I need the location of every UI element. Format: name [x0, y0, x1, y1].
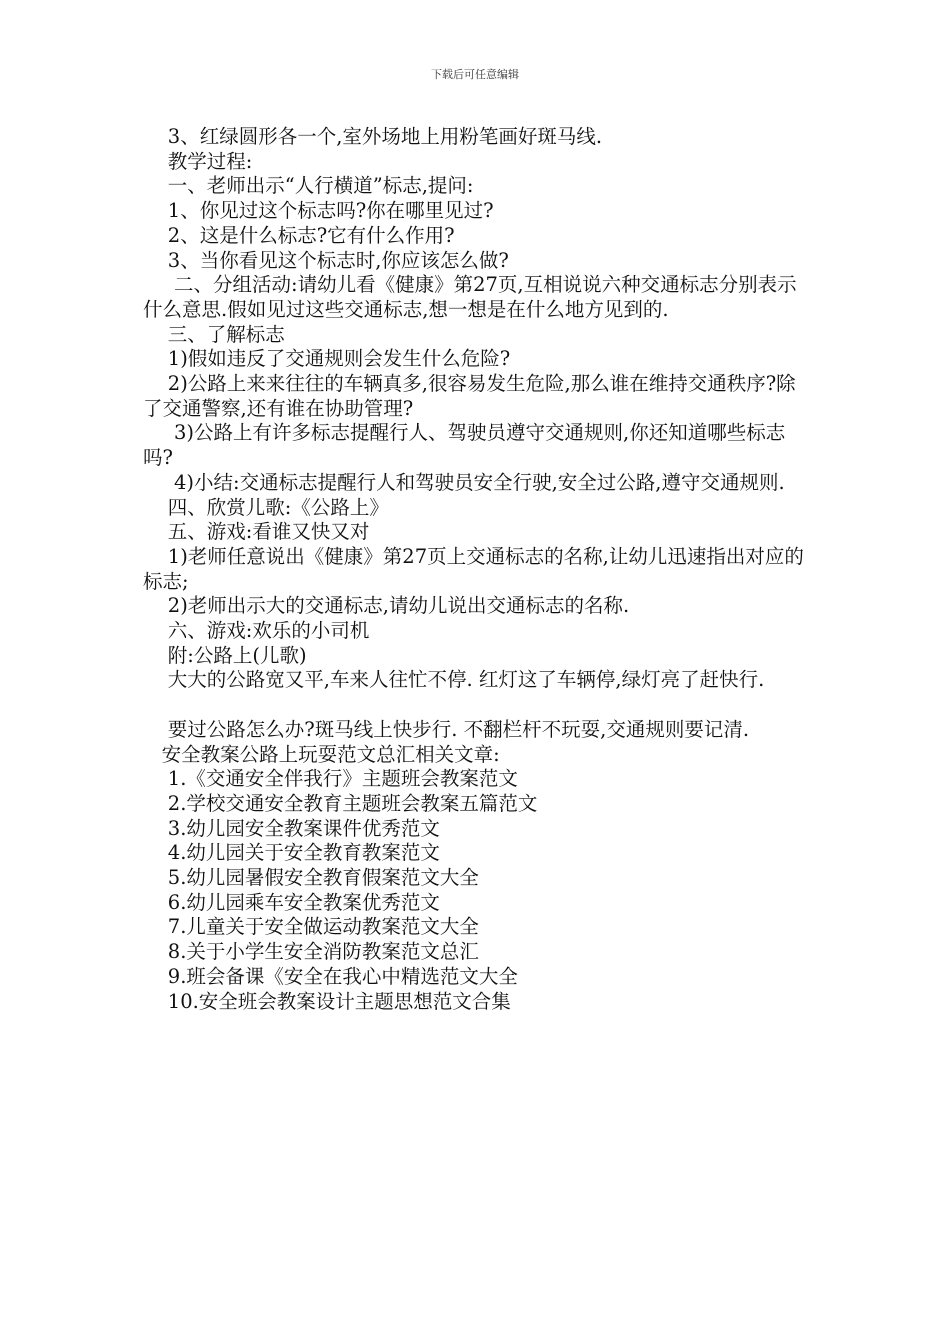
page-header: 下载后可任意编辑 [431, 68, 519, 81]
paragraph: 教学过程: [143, 149, 253, 173]
paragraph: 二、分组活动:请幼儿看《健康》第27页,互相说说六种交通标志分别表示什么意思.假如见过这些交通标志,想一想是在什么地方见到的. [143, 273, 797, 321]
paragraph: 1)假如违反了交通规则会发生什么危险? [143, 347, 511, 371]
related-article-item[interactable]: 3.幼儿园安全教案课件优秀范文 [143, 816, 440, 840]
paragraph: 2)公路上来来往往的车辆真多,很容易发生危险,那么谁在维持交通秩序?除了交通警察,还有谁在协助管理? [143, 372, 796, 420]
paragraph: 2、这是什么标志?它有什么作用? [143, 223, 455, 247]
related-article-item[interactable]: 8.关于小学生安全消防教案范文总汇 [143, 940, 479, 964]
related-article-item[interactable]: 2.学校交通安全教育主题班会教案五篇范文 [143, 791, 538, 815]
paragraph: 一、老师出示“人行横道”标志,提问: [143, 174, 474, 198]
related-articles-heading: 安全教案公路上玩耍范文总汇相关文章: [143, 742, 500, 766]
paragraph: 附:公路上(儿歌) [143, 643, 307, 667]
paragraph: 1、你见过这个标志吗?你在哪里见过? [143, 199, 494, 223]
paragraph: 五、游戏:看谁又快又对 [143, 520, 370, 544]
document-body [143, 125, 811, 1014]
related-article-item[interactable]: 9.班会备课《安全在我心中精选范文大全 [143, 964, 518, 988]
related-article-item[interactable]: 5.幼儿园暑假安全教育假案范文大全 [143, 866, 479, 890]
related-article-item[interactable]: 1.《交通安全伴我行》主题班会教案范文 [143, 767, 518, 791]
paragraph: 三、了解标志 [143, 322, 285, 346]
related-article-item[interactable]: 6.幼儿园乘车安全教案优秀范文 [143, 890, 440, 914]
blank-line [143, 693, 811, 718]
paragraph: 要过公路怎么办?斑马线上快步行. 不翻栏杆不玩耍,交通规则要记清. [143, 717, 750, 741]
related-article-item[interactable]: 7.儿童关于安全做运动教案范文大全 [143, 915, 479, 939]
related-article-item[interactable]: 4.幼儿园关于安全教育教案范文 [143, 841, 440, 865]
paragraph: 3)公路上有许多标志提醒行人、驾驶员遵守交通规则,你还知道哪些标志吗? [143, 421, 786, 470]
paragraph: 四、欣赏儿歌:《公路上》 [143, 495, 389, 519]
paragraph: 3、红绿圆形各一个,室外场地上用粉笔画好斑马线. [143, 125, 603, 148]
paragraph: 3、当你看见这个标志时,你应该怎么做? [143, 248, 509, 272]
paragraph: 1)老师任意说出《健康》第27页上交通标志的名称,让幼儿迅速指出对应的标志; [143, 544, 804, 593]
paragraph: 六、游戏:欢乐的小司机 [143, 619, 370, 643]
paragraph: 2)老师出示大的交通标志,请幼儿说出交通标志的名称. [143, 594, 630, 618]
paragraph: 大大的公路宽又平,车来人往忙不停. 红灯这了车辆停,绿灯亮了赶快行. [143, 668, 765, 692]
paragraph: 4)小结:交通标志提醒行人和驾驶员安全行驶,安全过公路,遵守交通规则. [143, 470, 785, 494]
related-article-item[interactable]: 10.安全班会教案设计主题思想范文合集 [143, 989, 511, 1013]
